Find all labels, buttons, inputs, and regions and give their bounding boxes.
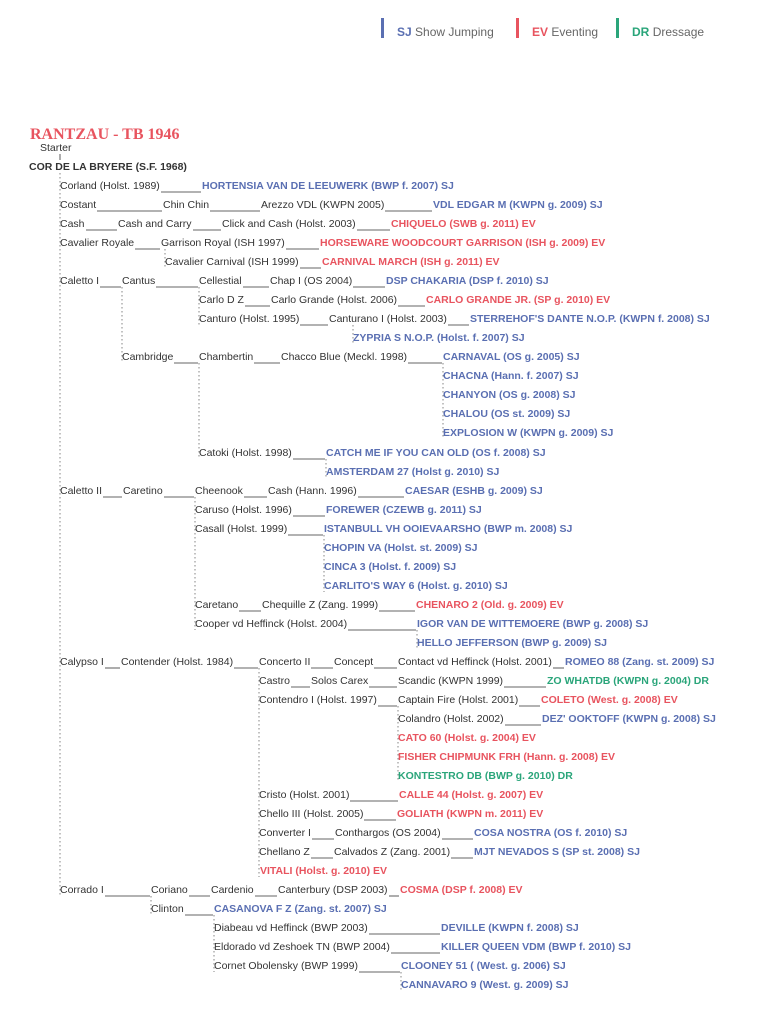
node-carlo-grande: Carlo Grande (Holst. 2006) [271, 294, 398, 306]
node-contender: Contender (Holst. 1984) [121, 656, 234, 668]
node-solos-carex: Solos Carex [311, 675, 369, 687]
node-goliath: GOLIATH (KWPN m. 2011) EV [397, 808, 544, 820]
node-canturano: Canturano I (Holst. 2003) [329, 313, 447, 325]
node-cash-and-carry: Cash and Carry [118, 218, 192, 230]
node-clooney-51: CLOONEY 51 ( (West. g. 2006) SJ [401, 960, 566, 972]
node-clinton: Clinton [151, 903, 184, 915]
node-deville: DEVILLE (KWPN f. 2008) SJ [441, 922, 579, 934]
node-costant: Costant [60, 199, 97, 211]
node-zypria: ZYPRIA S N.O.P. (Holst. f. 2007) SJ [353, 332, 525, 344]
node-conthargos: Conthargos (OS 2004) [335, 827, 441, 839]
node-cosa-nostra: COSA NOSTRA (OS f. 2010) SJ [474, 827, 628, 839]
legend-code-sj: SJ [397, 25, 412, 39]
node-corrado-i: Corrado I [60, 884, 104, 896]
node-cosma: COSMA (DSP f. 2008) EV [400, 884, 523, 896]
node-fisher-chipmunk: FISHER CHIPMUNK FRH (Hann. g. 2008) EV [398, 751, 616, 763]
node-hello-jefferson: HELLO JEFFERSON (BWP g. 2009) SJ [417, 637, 608, 649]
node-cato-60: CATO 60 (Holst. g. 2004) EV [398, 732, 536, 744]
node-starter: Starter [40, 142, 72, 154]
node-cornet-obolensky: Cornet Obolensky (BWP 1999) [214, 960, 358, 972]
node-istanbull: ISTANBULL VH OOIEVAARSHO (BWP m. 2008) SJ [324, 523, 573, 535]
node-chequille-z: Chequille Z (Zang. 1999) [262, 599, 379, 611]
node-caretano: Caretano [195, 599, 239, 611]
node-casall: Casall (Holst. 1999) [195, 523, 288, 535]
node-cooper-vd-heffinck: Cooper vd Heffinck (Holst. 2004) [195, 618, 348, 630]
node-cardenio: Cardenio [211, 884, 254, 896]
legend-label-dr: Dressage [652, 25, 705, 39]
pedigree-root-title: RANTZAU - TB 1946 [30, 126, 180, 143]
node-cash: Cash [60, 218, 85, 230]
node-carlo-grande-jr: CARLO GRANDE JR. (SP g. 2010) EV [426, 294, 611, 306]
legend-label-sj: Show Jumping [415, 25, 494, 39]
node-zo-whatdb: ZO WHATDB (KWPN g. 2004) DR [547, 675, 709, 687]
node-chacco-blue: Chacco Blue (Meckl. 1998) [281, 351, 408, 363]
node-cinca-3: CINCA 3 (Holst. f. 2009) SJ [324, 561, 457, 573]
node-colandro: Colandro (Holst. 2002) [398, 713, 504, 725]
node-hortensia: HORTENSIA VAN DE LEEUWERK (BWP f. 2007) SJ [202, 180, 454, 192]
node-casanova-f-z: CASANOVA F Z (Zang. st. 2007) SJ [214, 903, 387, 915]
legend-code-ev: EV [532, 25, 549, 39]
node-kontestro-db: KONTESTRO DB (BWP g. 2010) DR [398, 770, 573, 782]
node-horseware: HORSEWARE WOODCOURT GARRISON (ISH g. 2009) EV [320, 237, 606, 249]
node-chellano-z: Chellano Z [259, 846, 310, 858]
node-carlo-d-z: Carlo D Z [199, 294, 244, 306]
node-caletto-i: Caletto I [60, 275, 100, 287]
node-chin-chin: Chin Chin [163, 199, 210, 211]
node-mjt-nevados: MJT NEVADOS S (SP st. 2008) SJ [474, 846, 640, 858]
node-converter-i: Converter I [259, 827, 311, 839]
node-killer-queen: KILLER QUEEN VDM (BWP f. 2010) SJ [441, 941, 632, 953]
node-dez-ooktoff: DEZ' OOKTOFF (KWPN g. 2008) SJ [542, 713, 716, 725]
node-explosion-w: EXPLOSION W (KWPN g. 2009) SJ [443, 427, 614, 439]
node-cor-de-la-bryere: COR DE LA BRYERE (S.F. 1968) [29, 161, 187, 173]
node-carnival-march: CARNIVAL MARCH (ISH g. 2011) EV [322, 256, 500, 268]
node-chenaro-2: CHENARO 2 (Old. g. 2009) EV [416, 599, 564, 611]
node-caruso: Caruso (Holst. 1996) [195, 504, 292, 516]
node-diabeau: Diabeau vd Heffinck (BWP 2003) [214, 922, 368, 934]
node-catch-me: CATCH ME IF YOU CAN OLD (OS f. 2008) SJ [326, 447, 546, 459]
node-cash-hann: Cash (Hann. 1996) [268, 485, 357, 497]
node-chiquelo: CHIQUELO (SWB g. 2011) EV [391, 218, 536, 230]
node-igor: IGOR VAN DE WITTEMOERE (BWP g. 2008) SJ [417, 618, 649, 630]
node-concerto-ii: Concerto II [259, 656, 311, 668]
node-garrison-royal: Garrison Royal (ISH 1997) [161, 237, 285, 249]
node-chambertin: Chambertin [199, 351, 254, 363]
node-concept: Concept [334, 656, 374, 668]
node-canturo: Canturo (Holst. 1995) [199, 313, 300, 325]
node-cannavaro-9: CANNAVARO 9 (West. g. 2009) SJ [401, 979, 569, 991]
node-romeo-88: ROMEO 88 (Zang. st. 2009) SJ [565, 656, 715, 668]
node-calypso-i: Calypso I [60, 656, 104, 668]
node-caretino: Caretino [123, 485, 163, 497]
node-catoki: Catoki (Holst. 1998) [199, 447, 292, 459]
node-calvados-z: Calvados Z (Zang. 2001) [334, 846, 451, 858]
node-scandic: Scandic (KWPN 1999) [398, 675, 504, 687]
node-chalou: CHALOU (OS st. 2009) SJ [443, 408, 571, 420]
node-coriano: Coriano [151, 884, 188, 896]
node-vitali: VITALI (Holst. g. 2010) EV [260, 865, 387, 877]
node-cavalier-carnival: Cavalier Carnival (ISH 1999) [165, 256, 299, 268]
node-cavalier-royale: Cavalier Royale [60, 237, 135, 249]
node-caesar: CAESAR (ESHB g. 2009) SJ [405, 485, 543, 497]
legend-label-ev: Eventing [551, 25, 599, 39]
node-eldorado: Eldorado vd Zeshoek TN (BWP 2004) [214, 941, 390, 953]
node-chacna: CHACNA (Hann. f. 2007) SJ [443, 370, 579, 382]
node-cambridge: Cambridge [122, 351, 174, 363]
node-cristo: Cristo (Holst. 2001) [259, 789, 350, 801]
node-cellestial: Cellestial [199, 275, 242, 287]
node-amsterdam-27: AMSTERDAM 27 (Holst g. 2010) SJ [326, 466, 500, 478]
node-coleto: COLETO (West. g. 2008) EV [541, 694, 678, 706]
node-carnaval: CARNAVAL (OS g. 2005) SJ [443, 351, 580, 363]
node-sterrehof: STERREHOF'S DANTE N.O.P. (KWPN f. 2008) SJ [470, 313, 710, 325]
node-chap-i: Chap I (OS 2004) [270, 275, 353, 287]
node-dsp-chakaria: DSP CHAKARIA (DSP f. 2010) SJ [386, 275, 549, 287]
node-chello-iii: Chello III (Holst. 2005) [259, 808, 364, 820]
node-captain-fire: Captain Fire (Holst. 2001) [398, 694, 519, 706]
node-cantus: Cantus [122, 275, 156, 287]
node-caletto-ii: Caletto II [60, 485, 103, 497]
node-calle-44: CALLE 44 (Holst. g. 2007) EV [399, 789, 544, 801]
node-vdl-edgar: VDL EDGAR M (KWPN g. 2009) SJ [433, 199, 603, 211]
node-chopin-va: CHOPIN VA (Holst. st. 2009) SJ [324, 542, 478, 554]
node-forewer: FOREWER (CZEWB g. 2011) SJ [326, 504, 482, 516]
node-castro: Castro [259, 675, 290, 687]
node-contendro-i: Contendro I (Holst. 1997) [259, 694, 377, 706]
node-chanyon: CHANYON (OS g. 2008) SJ [443, 389, 576, 401]
node-arezzo: Arezzo VDL (KWPN 2005) [261, 199, 385, 211]
legend-code-dr: DR [632, 25, 650, 39]
node-cheenook: Cheenook [195, 485, 243, 497]
node-contact-vd-heffinck: Contact vd Heffinck (Holst. 2001) [398, 656, 552, 668]
node-click-and-cash: Click and Cash (Holst. 2003) [222, 218, 356, 230]
node-carlitos-way: CARLITO'S WAY 6 (Holst. g. 2010) SJ [324, 580, 508, 592]
node-corland: Corland (Holst. 1989) [60, 180, 160, 192]
node-canterbury: Canterbury (DSP 2003) [278, 884, 388, 896]
